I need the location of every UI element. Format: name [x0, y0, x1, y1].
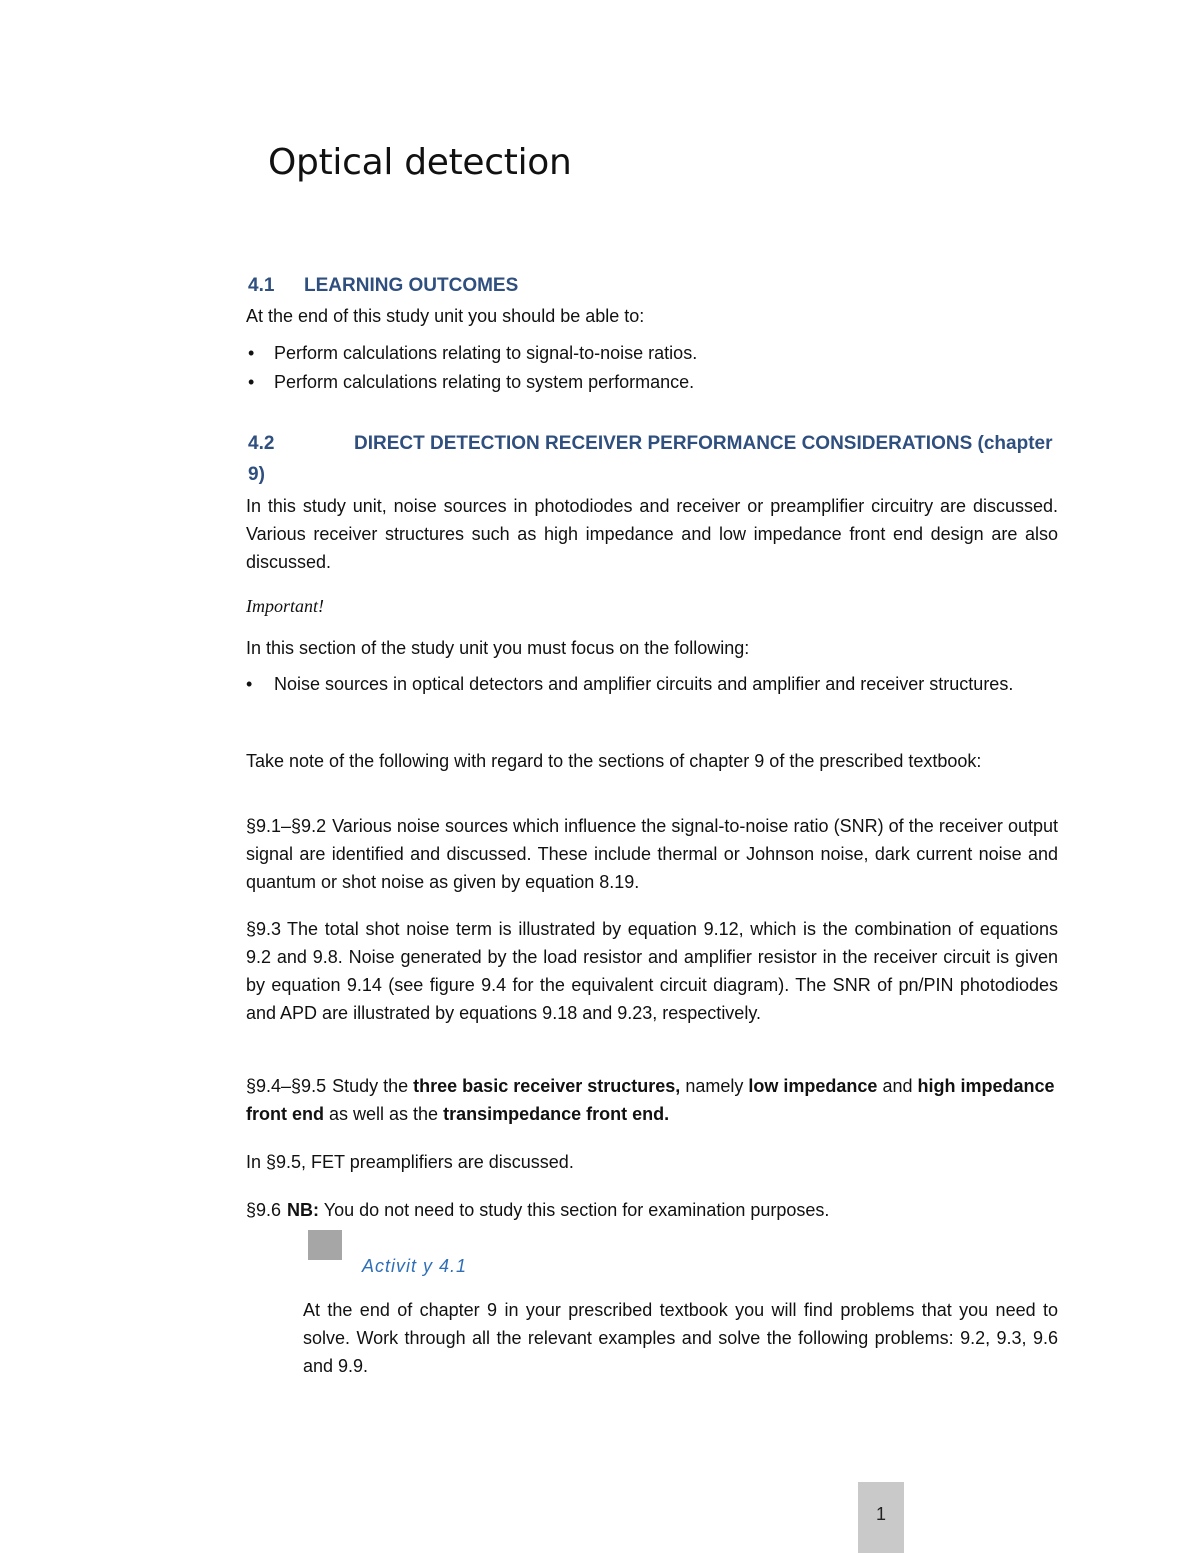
section-reference: §9.1–§9.2: [246, 816, 327, 836]
page-number-box: [858, 1482, 904, 1553]
section-4-1-heading: [248, 270, 518, 301]
list-item: • Perform calculations relating to signal-to-noise ratios.: [246, 339, 1058, 368]
note-fet-preamplifiers: In §9.5, FET preamplifiers are discussed.: [246, 1152, 574, 1172]
section-number: 4.2: [248, 433, 275, 454]
note-9-6: §9.6 NB: You do not need to study this section for examination purposes.: [246, 1200, 830, 1220]
take-note-paragraph: Take note of the following with regard to the sections of chapter 9 of the prescribed textbook:: [246, 751, 982, 771]
page-number: 1: [875, 1504, 886, 1524]
learning-outcomes-list: [246, 339, 1058, 397]
important-label: Important!: [246, 596, 324, 616]
section-4-2-intro: In this study unit, noise sources in photodiodes and receiver or preamplifier circuitry are discussed. Various receiver structures such as high impedance and low impedance front end design are also discussed.: [246, 496, 1058, 572]
page-title: Optical detection: [268, 142, 572, 183]
section-reference: §9.4–§9.5: [246, 1076, 327, 1096]
section-heading-text: DIRECT DETECTION RECEIVER PERFORMANCE CONSIDERATIONS (chapter 9): [248, 433, 1053, 485]
bullet-icon: •: [248, 372, 255, 392]
activity-text: At the end of chapter 9 in your prescribed textbook you will find problems that you need to solve. Work through all the relevant examples and solve the following problems: 9.2, 9.3, 9.6 and 9.9.: [303, 1300, 1058, 1376]
learning-outcomes-intro: At the end of this study unit you should be able to:: [246, 306, 645, 326]
activity-icon: [308, 1230, 342, 1260]
bullet-icon: •: [246, 674, 253, 694]
note-9-3: §9.3 The total shot noise term is illustrated by equation 9.12, which is the combination of equations 9.2 and 9.8. Noise generated by the load resistor and amplifier resistor in the receiver circuit is given by equation 9.14 (see figure 9.4 for the equivalent circuit diagram). The SNR of pn/PIN photodiodes and APD are illustrated by equations 9.18 and 9.23, respectively.: [246, 919, 1058, 1023]
list-item: • Noise sources in optical detectors and amplifier circuits and amplifier and receiver structures.: [246, 671, 1058, 698]
section-number: 4.1: [248, 275, 275, 296]
section-reference: §9.6: [246, 1200, 282, 1220]
list-item: • Perform calculations relating to system performance.: [246, 368, 1058, 397]
focus-intro: In this section of the study unit you must focus on the following:: [246, 638, 750, 658]
note-9-1-9-2: §9.1–§9.2 Various noise sources which influence the signal-to-noise ratio (SNR) of the receiver output signal are identified and discussed. These include thermal or Johnson noise, dark current noise and quantum or shot noise as given by equation 8.19.: [246, 816, 1058, 892]
bullet-icon: •: [248, 343, 255, 363]
section-heading-text: LEARNING OUTCOMES: [304, 275, 519, 296]
section-reference: §9.3: [246, 919, 282, 939]
focus-list: [246, 671, 1058, 698]
section-4-2-heading: [248, 428, 1068, 490]
activity-title: Activit y 4.1: [362, 1256, 468, 1276]
note-9-4-9-5: §9.4–§9.5 Study the three basic receiver structures, namely low impedance and high impedance front end as well as the transimpedance front end.: [246, 1076, 1055, 1124]
